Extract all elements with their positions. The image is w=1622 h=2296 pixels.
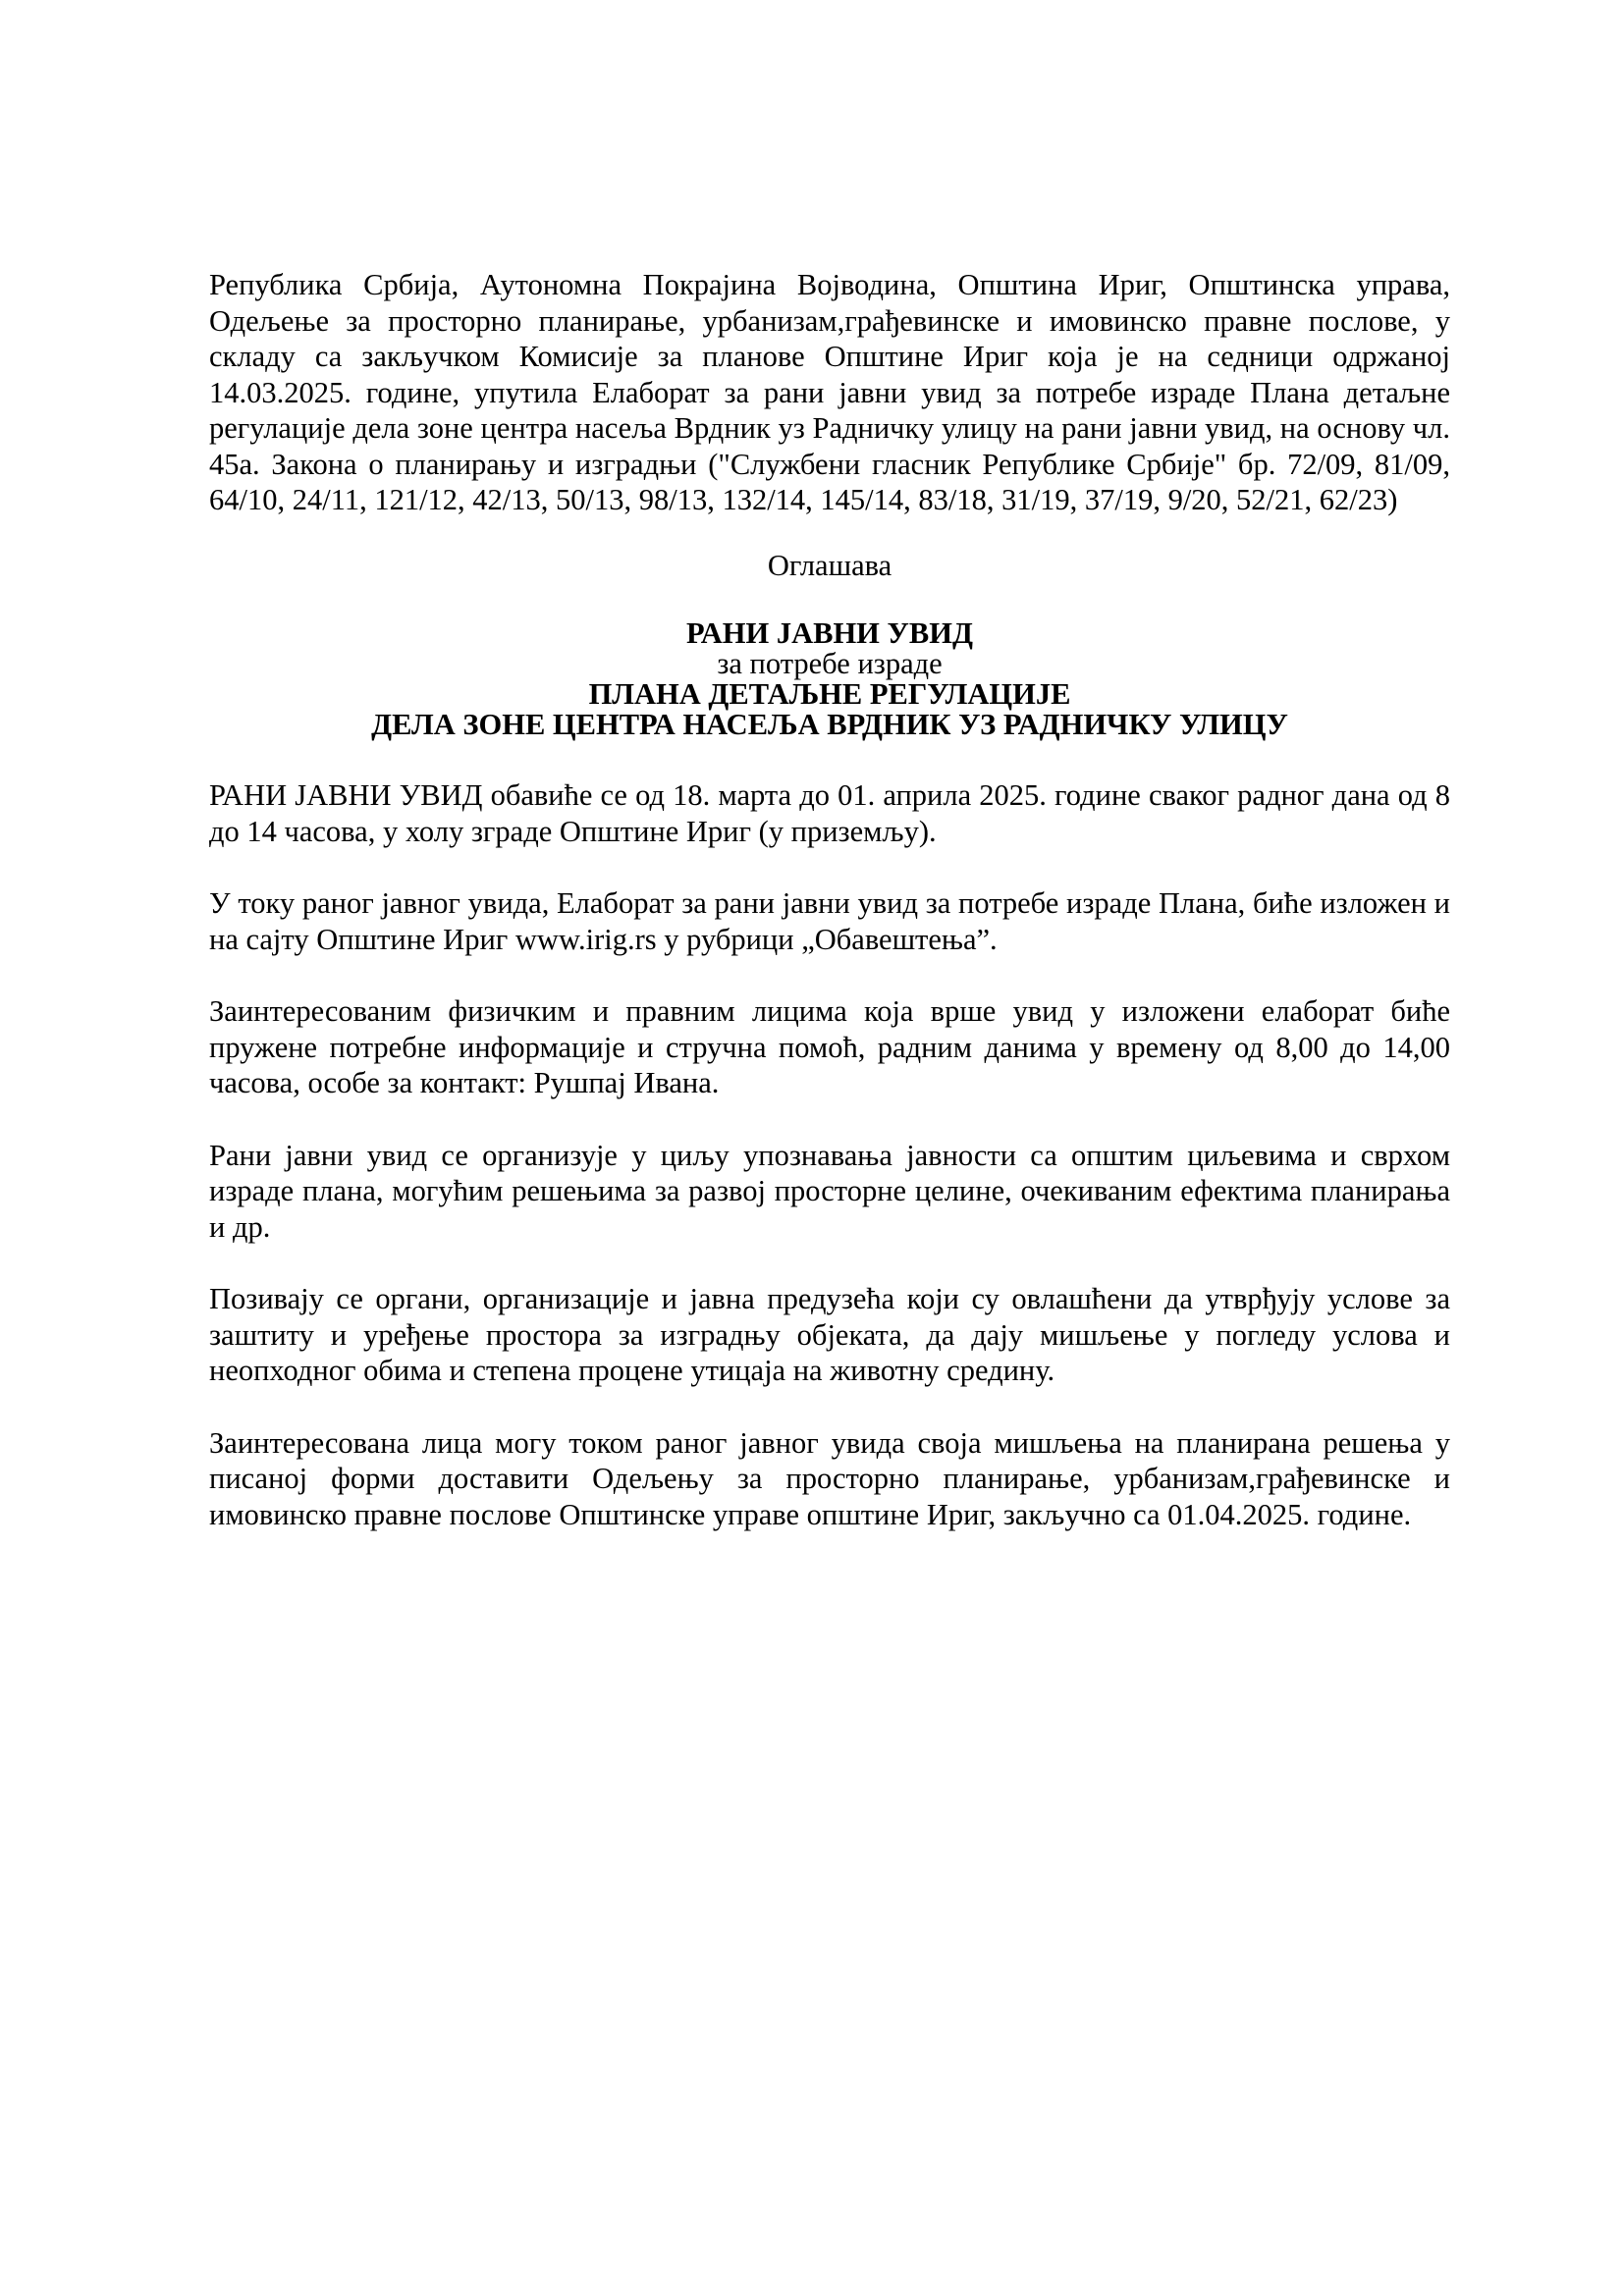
paragraph-deadline: Заинтересована лица могу током раног јавног увида своја мишљења на планирана решења у писаној форми доставити Одељењу за просторно планирање, урбанизам,грађевинске и имовинско правне послове Општинске управе општине Ириг, закључно са 01.04.2025. године.: [209, 1425, 1450, 1531]
heading-subtitle: за потребе израде: [717, 647, 943, 680]
intro-paragraph: Република Србија, Аутономна Покрајина Војводина, Општина Ириг, Општинска управа, Одељење за просторно планирање, урбанизам,грађевинске и имовинско правне послове, у складу са закључком Комисије за планове Општине Ириг која је на седници одржаној 14.03.2025. године, упутила Елаборат за рани јавни увид за потребе израде Плана детаљне регулације дела зоне центра насеља Врдник уз Радничку улицу на рани јавни увид, на основу чл. 45а. Закона о планирању и изградњи ("Службени гласник Републике Србије" бр. 72/09, 81/09, 64/10, 24/11, 121/12, 42/13, 50/13, 98/13, 132/14, 145/14, 83/18, 31/19, 37/19, 9/20, 52/21, 62/23): [209, 268, 1450, 516]
notice-heading: [209, 618, 1450, 740]
paragraph-contact: Заинтересованим физичким и правним лицима која врше увид у изложени елаборат биће пружене потребне информације и стручна помоћ, радним данима у времену од 8,00 до 14,00 часова, особе за контакт: Рушпај Ивана.: [209, 994, 1450, 1099]
proclamation-word: Оглашава: [767, 548, 892, 582]
paragraph-website: У току раног јавног увида, Елаборат за рани јавни увид за потребе израде Плана, биће изложен и на сајту Општине Ириг www.irig.rs у рубрици „Обавештења”.: [209, 886, 1450, 956]
heading-title: РАНИ ЈАВНИ УВИД: [686, 616, 973, 650]
paragraph-schedule: РАНИ ЈАВНИ УВИД обавиће се од 18. марта до 01. априла 2025. године сваког радног дана од 8 до 14 часова, у холу зграде Општине Ириг (у приземљу).: [209, 778, 1450, 848]
document-page: [209, 267, 1450, 1532]
heading-plan-name: ПЛАНА ДЕТАЉНЕ РЕГУЛАЦИЈЕ: [588, 677, 1071, 711]
paragraph-purpose: Рани јавни увид се организује у циљу упознавања јавности са општим циљевима и сврхом израде плана, могућим решењима за развој просторне целине, очекиваним ефектима планирања и др.: [209, 1138, 1450, 1244]
heading-plan-area: ДЕЛА ЗОНЕ ЦЕНТРА НАСЕЉА ВРДНИК УЗ РАДНИЧКУ УЛИЦУ: [371, 708, 1288, 741]
paragraph-invitation: Позивају се органи, организације и јавна предузећа који су овлашћени да утврђују услове за заштиту и уређење простора за изградњу објеката, да дају мишљење у погледу услова и неопходног обима и степена процене утицаја на животну средину.: [209, 1282, 1450, 1387]
